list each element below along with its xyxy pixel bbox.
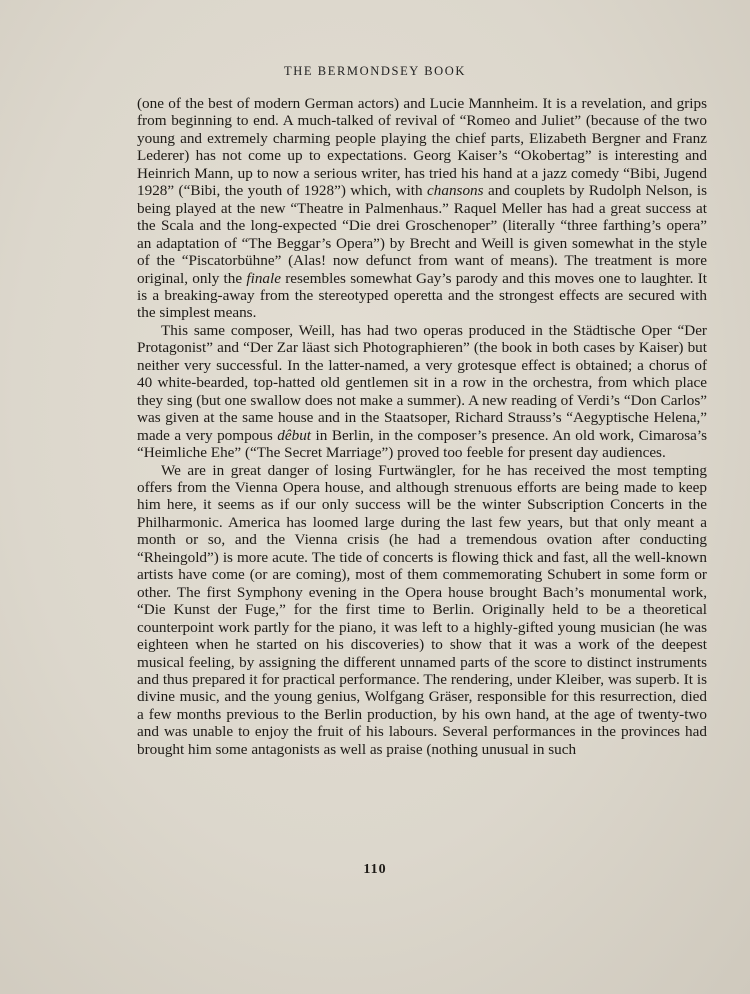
- text-segment: and couplets by Rudolph Nelson, is being played at the new “Theatre in Palmenhaus.” Raquel Meller has had a great success at the Scala and the long-expected “Die drei Groschenoper” (literally “three farthing’s opera” an adaptation of “The Beggar’s Opera”) by Brecht and Weill is given somewhat in the style of the “Piscatorbühne” (Alas! now defunct from want of means). The treatment is more original, only the: [137, 182, 708, 287]
- paragraph-2: [137, 322, 707, 462]
- text-segment: This same composer, Weill, has had two operas produced in the Städtische Oper “Der Protagonist” and “Der Zar läast sich Photographieren” (the book in both cases by Kaiser) but neither very successful. In the latter-named, a very grotesque effect is obtained; a chorus of 40 white-bearded, top-hatted old gentlemen sit in a row in the orchestra, from which place they sing (but one swallow does not make a summer). A new reading of Verdi’s “Don Carlos” was given at the same house and in the Staatsoper, Richard Strauss’s “Aegyptische Helena,” made a very pompous: [137, 321, 707, 444]
- text-segment: in Berlin, in the composer’s presence. An old work, Cimarosa’s “Heimliche Ehe” (“The Secret Marriage”) proved too feeble for present day audiences.: [137, 426, 707, 462]
- italic-word: dêbut: [277, 426, 312, 444]
- text-segment: (one of the best of modern German actors) and Lucie Mannheim. It is a revelation, and grips from beginning to end. A much-talked of revival of “Romeo and Juliet” (because of the two young and extremely charming people playing the chief parts, Elizabeth Bergner and Franz Lederer) has not come up to expectations. Georg Kaiser’s “Okobertag” is interesting and Heinrich Mann, up to now a serious writer, has tried his hand at a jazz comedy “Bibi, Jugend 1928” (“Bibi, the youth of 1928”) which, with: [137, 95, 707, 200]
- italic-word: finale: [246, 269, 281, 287]
- page-number: 110: [363, 862, 387, 877]
- paragraph-1: [137, 95, 707, 322]
- italic-word: chansons: [427, 182, 484, 200]
- body-text: [137, 95, 707, 758]
- paragraph-3: [137, 462, 707, 759]
- text-segment: resembles somewhat Gay’s parody and this moves one to laughter. It is a breaking-away from the stereotyped operetta and the strongest effects are secured with the simplest means.: [137, 269, 707, 322]
- running-head: THE BERMONDSEY BOOK: [283, 64, 467, 78]
- text-segment: We are in great danger of losing Furtwängler, for he has received the most tempting offers from the Vienna Opera house, and although strenuous efforts are being made to keep him here, it seems as if our only success will be the winter Subscription Concerts in the Philharmonic. America has loomed large during the last few years, but that only meant a month or so, and the Vienna crisis (he had a tremendous ovation after conducting “Rheingold”) is more acute. The tide of concerts is flowing thick and fast, all the well-known artists have come (or are coming), most of them commemorating Schubert in some form or other. The first Symphony evening in the Opera house brought Bach’s monumental work, “Die Kunst der Fuge,” for the first time to Berlin. Originally held to be a theoretical counterpoint work partly for the piano, it was left to a highly-gifted young musician (he was eighteen when he started on his discoveries) to show that it was a work of the deepest musical feeling, by assigning the different unnamed parts of the score to distinct instruments and thus prepared it for practical performance. The rendering, under Kleiber, was superb. It is divine music, and the young genius, Wolfgang Gräser, responsible for this resurrection, died a few months previous to the Berlin production, by his own hand, at the age of twenty-two and was unable to enjoy the fruit of his labours. Several performances in the provinces had brought him some antagonists as well as praise (nothing unusual in such: [137, 461, 707, 758]
